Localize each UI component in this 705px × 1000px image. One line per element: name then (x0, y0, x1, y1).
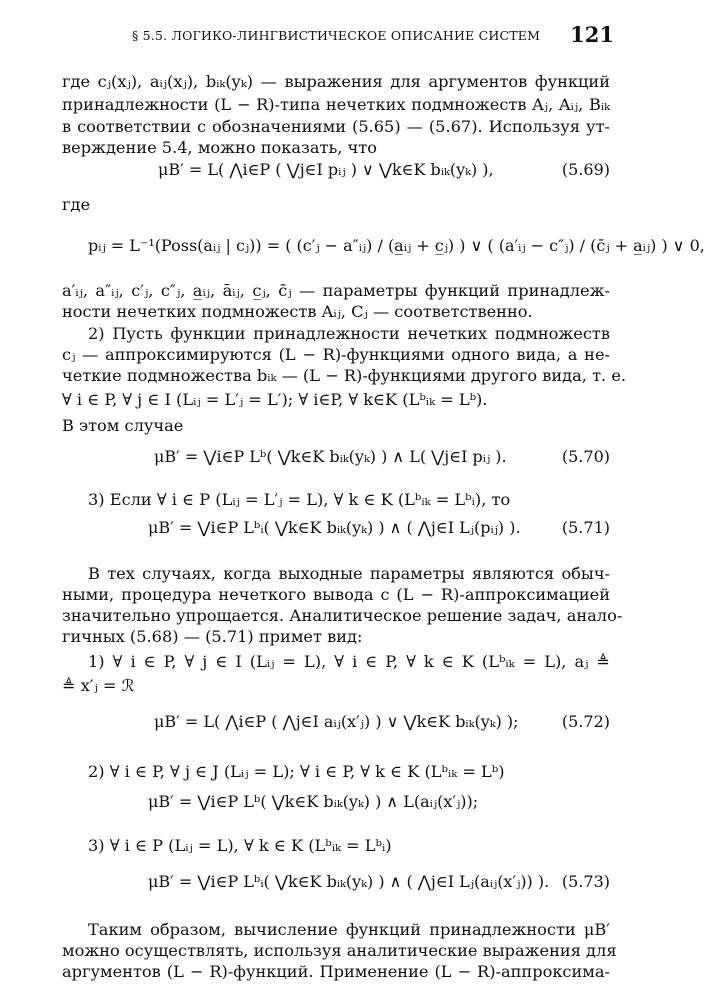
equation-body: μB′ = L( ⋀i∈P ( ⋁j∈I pᵢⱼ ) ∨ ⋁k∈K bᵢₖ(yₖ) ), (158, 160, 494, 179)
text-line: В этом случае (62, 416, 184, 435)
text-line: гичных (5.68) — (5.71) примет вид: (62, 627, 363, 646)
text-line: В тех случаях, когда выходные параметры являются обыч- (88, 564, 610, 583)
equation-number: (5.73) (561, 872, 610, 891)
equation-body: μB′ = ⋁i∈P Lᵇ( ⋁k∈K bᵢₖ(yₖ) ) ∧ L( ⋁j∈I pᵢⱼ ). (154, 447, 507, 466)
text-line: принадлежности (L − R)-типа нечетких подмножеств Aⱼ, Aᵢⱼ, Bᵢₖ (62, 95, 610, 114)
equation-body: μB′ = ⋁i∈P Lᵇᵢ( ⋁k∈K bᵢₖ(yₖ) ) ∧ ( ⋀j∈I Lⱼ(aᵢⱼ(x′ⱼ)) ). (148, 872, 550, 891)
equation-body: μB′ = ⋁i∈P Lᵇᵢ( ⋁k∈K bᵢₖ(yₖ) ) ∧ ( ⋀j∈I Lⱼ(pᵢⱼ) ). (148, 518, 521, 537)
equation-5-70 (62, 437, 610, 481)
text-line: аргументов (L − R)-функций. Применение (L − R)-аппроксима- (62, 962, 610, 981)
equation-5-71 (62, 508, 610, 552)
equation-5-72b (62, 782, 610, 826)
text-line: ности нечетких подмножеств Aᵢⱼ, Cⱼ — соответственно. (62, 302, 533, 321)
text-line: ными, процедура нечеткого вывода с (L − R)-аппроксимацией (62, 585, 610, 604)
page-header (60, 22, 614, 56)
text-line: 3) ∀ i ∈ P (Lᵢⱼ = L), ∀ k ∈ K (Lᵇᵢₖ = Lᵇᵢ) (88, 836, 392, 855)
equation-number: (5.72) (561, 712, 610, 731)
text-line: 2) ∀ i ∈ P, ∀ j ∈ J (Lᵢⱼ = L); ∀ i ∈ P, ∀ k ∈ K (Lᵇᵢₖ = Lᵇ) (88, 762, 505, 781)
quantifier-line: ∀ i ∈ P, ∀ j ∈ I (Lᵢⱼ = L′ⱼ = L′); ∀ i∈P, ∀ k∈K (Lᵇᵢₖ = Lᵇ). (62, 390, 488, 409)
text-line: 2) Пусть функции принадлежности нечетких подмножеств (88, 324, 610, 343)
text-line: где cⱼ(xⱼ), aᵢⱼ(xⱼ), bᵢₖ(yₖ) — выражения для аргументов функций (62, 72, 610, 91)
text-line: a′ᵢⱼ, a″ᵢⱼ, c′ⱼ, c″ⱼ, a̲ᵢⱼ, āᵢⱼ, c̲ⱼ, c̄ⱼ — параметры функций принадлеж- (62, 281, 610, 300)
text-line: четкие подмножества bᵢₖ — (L − R)-функциями другого вида, т. е. (62, 366, 627, 385)
page-number: 121 (570, 22, 614, 47)
equation-5-69 (62, 150, 610, 194)
text-line: можно осуществлять, используя аналитические выражения для (62, 941, 617, 960)
text-line: Таким образом, вычисление функций принадлежности μB′ (88, 920, 610, 939)
text-line: cⱼ — аппроксимируются (L − R)-функциями одного вида, а не- (62, 345, 610, 364)
text-line: в соответствии с обозначениями (5.65) — (5.67). Используя ут- (62, 117, 610, 136)
text-line: 3) Если ∀ i ∈ P (Lᵢⱼ = L′ⱼ = L), ∀ k ∈ K (Lᵇᵢₖ = Lᵇᵢ), то (88, 490, 511, 509)
text-line: верждение 5.4, можно показать, что (62, 138, 377, 157)
equation-number: (5.69) (561, 160, 610, 179)
running-title: § 5.5. ЛОГИКО-ЛИНГВИСТИЧЕСКОЕ ОПИСАНИЕ СИСТЕМ (132, 28, 541, 43)
equation-number: (5.70) (561, 447, 610, 466)
text-line: 1) ∀ i ∈ P, ∀ j ∈ I (Lᵢⱼ = L), ∀ i ∈ P, ∀ k ∈ K (Lᵇᵢₖ = L), aⱼ ≜ (88, 652, 610, 671)
text-line: где (62, 195, 91, 214)
equation-5-72 (62, 702, 610, 746)
equation-body: μB′ = L( ⋀i∈P ( ⋀j∈I aᵢⱼ(x′ⱼ) ) ∨ ⋁k∈K bᵢₖ(yₖ) ); (154, 712, 519, 731)
text-line: ≜ x′ⱼ = ℛ (62, 676, 135, 695)
equation-body: pᵢⱼ = L⁻¹(Poss(aᵢⱼ | cⱼ)) = ( (c′ⱼ − a″ᵢⱼ) / (a̲ᵢⱼ + c̲ⱼ) ) ∨ ( (a′ᵢⱼ − c″ⱼ) / (c̄ⱼ + a̲ᵢⱼ) ) ∨ 0, (88, 236, 705, 255)
text-line: значительно упрощается. Аналитическое решение задач, анало- (62, 606, 623, 625)
equation-5-73 (62, 862, 610, 906)
equation-body: μB′ = ⋁i∈P Lᵇ( ⋁k∈K bᵢₖ(yₖ) ) ∧ L(aᵢⱼ(x′ⱼ)); (148, 792, 479, 811)
equation-number: (5.71) (561, 518, 610, 537)
equation-pij (62, 226, 705, 270)
